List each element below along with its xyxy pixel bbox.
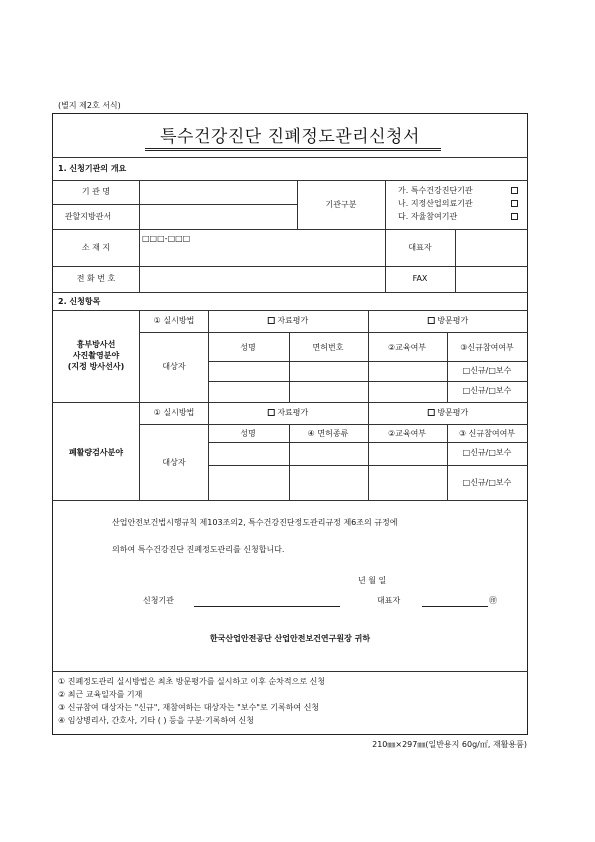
org-type-label: 기관구분: [325, 200, 357, 209]
title-underline-1: [145, 148, 441, 149]
seal-mark: ㊞: [489, 596, 497, 605]
page-title: 특수건강진단 진폐정도관리신청서: [160, 127, 420, 147]
field-b-target-label: 대상자: [162, 458, 186, 467]
form-number: (별지 제2호 서식): [58, 101, 121, 110]
zip-code-field[interactable]: □□□-□□□: [142, 234, 191, 243]
statement-line-1: 산업안전보건법시행규칙 제103조의2, 특수건강진단정도관리규정 제6조의 규정에: [112, 518, 398, 527]
region-label: 관할지방관서: [64, 212, 112, 221]
org-type-option-c[interactable]: 다. 자율참여기관: [398, 212, 458, 221]
field-a-col-new: ③신규참여여부: [460, 343, 514, 352]
org-type-checkbox-b[interactable]: [511, 200, 518, 207]
field-a-visit-checkbox[interactable]: [428, 317, 435, 324]
date-line: 년 월 일: [358, 576, 387, 585]
region-field[interactable]: [141, 205, 296, 228]
field-a-label-1: 흉부방사선: [76, 340, 116, 349]
org-name-field[interactable]: [141, 181, 296, 203]
field-b-visit-checkbox[interactable]: [428, 409, 435, 416]
org-name-label: 기 관 명: [81, 187, 111, 196]
applicant-signature-line[interactable]: [194, 606, 340, 607]
field-b-method-label: ① 실시방법: [153, 408, 195, 417]
field-b-col-name: 성명: [240, 429, 256, 438]
field-a-method-label: ① 실시방법: [153, 316, 195, 325]
field-a-col-education: ②교육여부: [387, 343, 427, 352]
field-a-label-3: (지정 방사선사): [67, 362, 125, 371]
addressee: 한국산업안전공단 산업안전보건연구원장 귀하: [209, 634, 371, 643]
field-b-doc-checkbox[interactable]: [268, 409, 275, 416]
field-b-label: 폐활량검사분야: [68, 448, 124, 457]
org-type-option-a[interactable]: 가. 특수건강진단기관: [398, 186, 473, 195]
applicant-label: 신청기관: [143, 596, 174, 605]
phone-field[interactable]: [141, 267, 384, 291]
org-type-option-b[interactable]: 나. 지정산업의료기관: [398, 199, 473, 208]
fax-label: FAX: [412, 274, 428, 283]
field-a-visit-eval[interactable]: 방문평가: [428, 316, 468, 326]
org-type-checkbox-c[interactable]: [511, 213, 518, 220]
rep-label: 대표자: [408, 243, 432, 252]
field-b-status-1[interactable]: □신규/□보수: [462, 448, 512, 457]
fax-field[interactable]: [457, 267, 527, 291]
rep-signature-line[interactable]: [422, 606, 488, 607]
note-4: ④ 임상병리사, 간호사, 기타 ( ) 등을 구분·기록하여 신청: [58, 716, 254, 725]
section1-heading: 1. 신청기관의 개요: [58, 164, 127, 173]
address-label: 소 재 지: [81, 243, 111, 252]
field-a-status-2[interactable]: □신규/□보수: [462, 386, 512, 395]
field-a-col-name: 성명: [240, 343, 256, 352]
rep-field[interactable]: [457, 230, 527, 265]
note-1: ① 진폐정도관리 실시방법은 최초 방문평가를 실시하고 이후 순차적으로 신청: [58, 677, 326, 686]
field-b-col-education: ②교육여부: [387, 429, 427, 438]
field-a-status-1[interactable]: □신규/□보수: [462, 366, 512, 375]
phone-label: 전 화 번 호: [76, 274, 116, 283]
statement-line-2: 의하여 특수건강진단 진폐정도관리를 신청합니다.: [112, 545, 285, 554]
field-a-col-license: 면허번호: [312, 343, 344, 352]
note-3: ③ 신규참여 대상자는 "신규", 재참여하는 대상자는 "보수"로 기록하여 신청: [58, 703, 320, 712]
org-type-checkbox-a[interactable]: [511, 187, 518, 194]
field-b-col-new: ③ 신규참여여부: [458, 429, 516, 438]
paper-spec-footer: 210㎜×297㎜(일반용지 60g/㎡, 재활용품): [372, 740, 527, 749]
field-a-label-2: 사진촬영분야: [72, 351, 120, 360]
field-b-col-license-type: ④ 면허종류: [307, 429, 349, 438]
rep-sign-label: 대표자: [377, 596, 401, 605]
note-2: ② 최근 교육일자를 기재: [58, 690, 143, 699]
field-a-target-label: 대상자: [162, 362, 186, 371]
field-b-status-2[interactable]: □신규/□보수: [462, 478, 512, 487]
field-b-visit-eval[interactable]: 방문평가: [428, 408, 468, 418]
title-underline-2: [145, 150, 441, 151]
field-a-doc-checkbox[interactable]: [268, 317, 275, 324]
field-a-doc-eval[interactable]: 자료평가: [268, 316, 308, 326]
section2-heading: 2. 신청항목: [58, 297, 101, 306]
field-b-doc-eval[interactable]: 자료평가: [268, 408, 308, 418]
